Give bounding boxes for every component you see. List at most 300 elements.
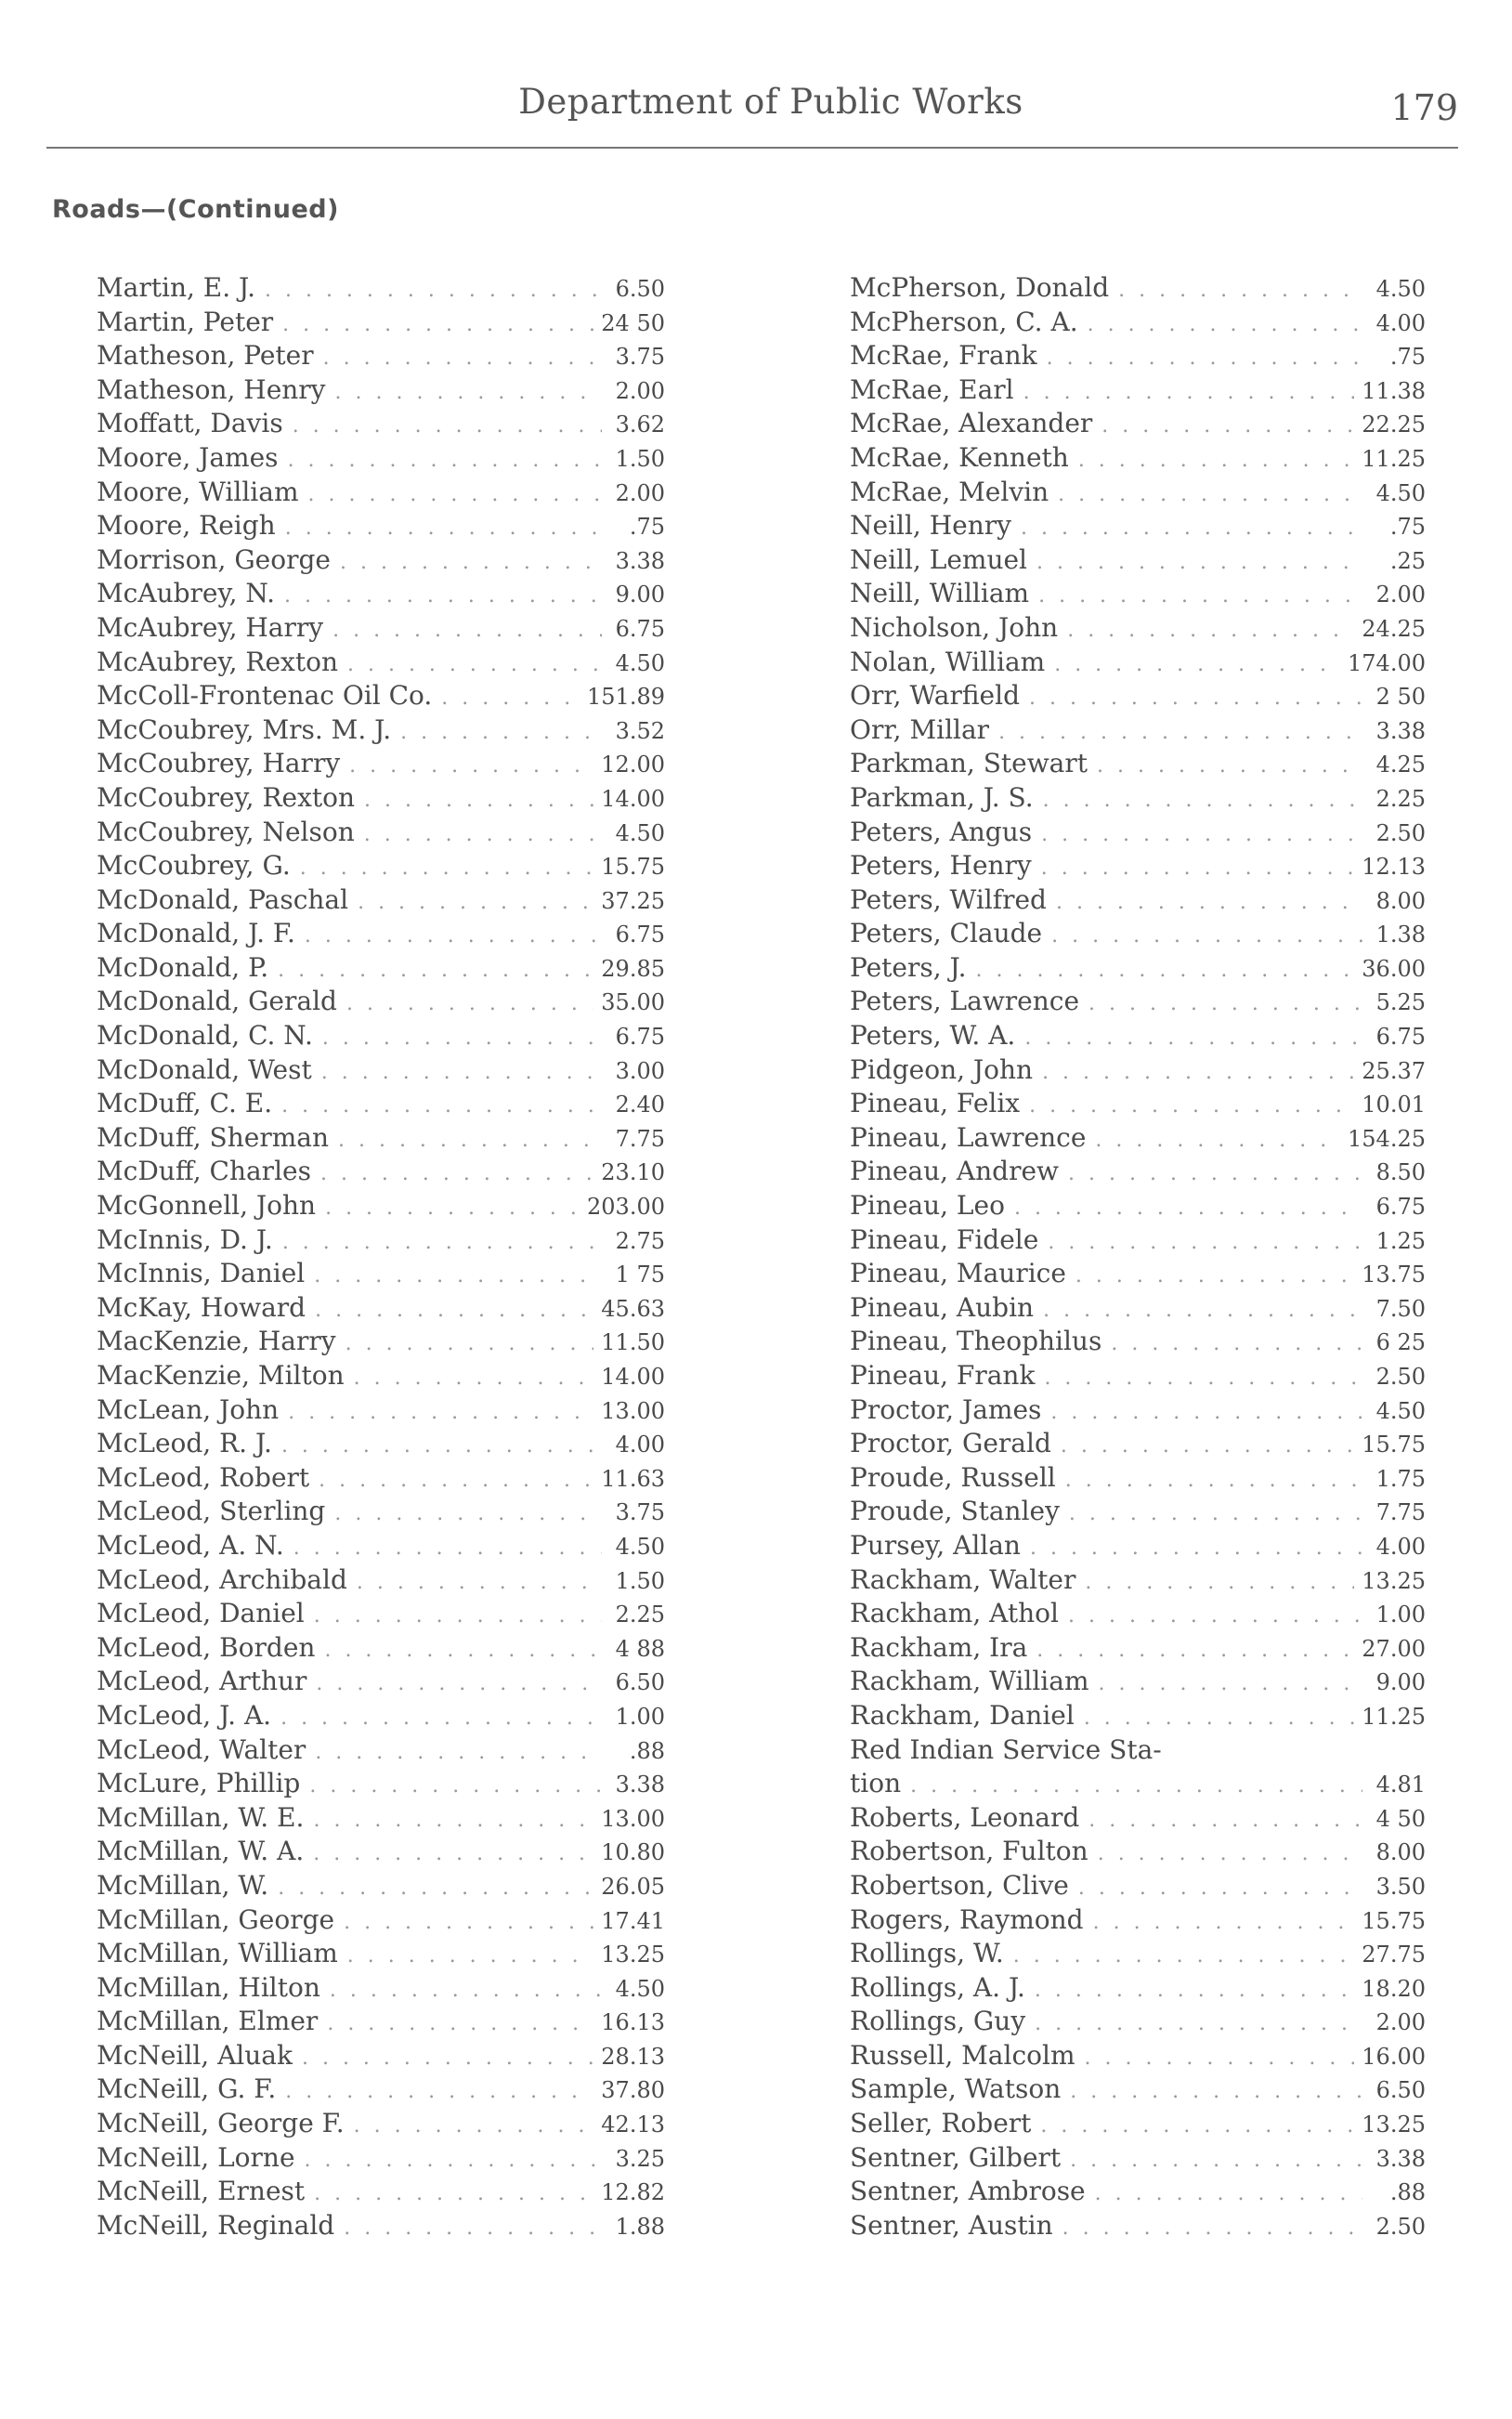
payee-name: Moore, Reigh xyxy=(97,510,276,542)
payee-name: McLeod, J. A. xyxy=(97,1699,272,1731)
amount: 3.75 xyxy=(615,1499,665,1526)
list-item xyxy=(97,543,665,578)
list-item xyxy=(97,1087,665,1121)
list-item xyxy=(850,1529,1426,1563)
amount: 2.25 xyxy=(1375,785,1426,812)
amount: 15.75 xyxy=(1362,1432,1426,1458)
payee-name: McDuff, Charles xyxy=(97,1156,311,1187)
list-item xyxy=(97,1937,665,1971)
leader-dots xyxy=(281,1430,602,1464)
amount: 15.75 xyxy=(1362,1907,1426,1934)
page-number: 179 xyxy=(1390,87,1458,128)
leader-dots xyxy=(1118,274,1362,308)
payee-name: McKay, Howard xyxy=(97,1291,306,1323)
leader-dots xyxy=(1050,1396,1362,1431)
list-item xyxy=(850,577,1426,611)
payee-name: Matheson, Henry xyxy=(97,373,326,405)
amount: 17.41 xyxy=(601,1907,665,1934)
payee-name: Pineau, Fidele xyxy=(850,1223,1039,1255)
payee-name: Pursey, Allan xyxy=(850,1529,1021,1561)
leader-dots xyxy=(347,1940,594,1974)
payee-name: Moore, James xyxy=(97,441,279,473)
list-item xyxy=(850,407,1426,441)
leader-dots xyxy=(1036,546,1362,581)
leader-dots xyxy=(334,1497,602,1532)
leader-dots xyxy=(327,2007,593,2042)
amount: 11.50 xyxy=(601,1329,665,1356)
payee-name: McPherson, C. A. xyxy=(850,306,1078,337)
list-item xyxy=(97,577,665,611)
page-title: Department of Public Works xyxy=(518,82,1023,122)
payee-name: MacKenzie, Milton xyxy=(97,1360,345,1391)
leader-dots xyxy=(308,478,603,513)
leader-dots xyxy=(1069,1497,1362,1532)
leader-dots xyxy=(319,1464,593,1498)
payee-name: McLeod, Walter xyxy=(97,1733,306,1765)
payee-name: Moffatt, Davis xyxy=(97,408,283,439)
list-item xyxy=(850,1801,1426,1836)
list-item xyxy=(850,1733,1426,1768)
amount: 6.75 xyxy=(615,922,665,948)
section-title: Roads—(Continued) xyxy=(52,195,339,224)
leader-dots xyxy=(910,1770,1362,1804)
amount: 4.50 xyxy=(615,649,665,676)
leader-dots xyxy=(1024,1022,1362,1056)
payee-name: Peters, W. A. xyxy=(850,1020,1016,1052)
list-item xyxy=(97,849,665,883)
leader-dots xyxy=(1078,1872,1362,1906)
leader-dots xyxy=(1029,1090,1354,1124)
amount: 11.25 xyxy=(1362,1703,1426,1730)
leader-dots xyxy=(282,1226,602,1261)
list-item xyxy=(850,1631,1426,1666)
payee-name: McMillan, W. E. xyxy=(97,1801,305,1833)
list-item xyxy=(850,441,1426,476)
payee-name: McRae, Alexander xyxy=(850,408,1093,439)
list-item xyxy=(97,2209,665,2243)
leader-dots xyxy=(346,987,593,1022)
leader-dots xyxy=(1070,2075,1362,2110)
leader-dots xyxy=(1035,1974,1354,2008)
payee-name: McAubrey, Rexton xyxy=(97,646,338,677)
list-item xyxy=(97,306,665,340)
amount: 25.37 xyxy=(1362,1057,1426,1084)
amount: 3.38 xyxy=(1375,717,1426,744)
payee-name: Parkman, J. S. xyxy=(850,781,1034,813)
leader-dots xyxy=(282,308,593,343)
amount: 13.25 xyxy=(1362,2112,1426,2138)
list-item xyxy=(97,1971,665,2006)
amount: 4.00 xyxy=(615,1432,665,1458)
list-item xyxy=(850,1495,1426,1529)
amount: 4.00 xyxy=(1375,309,1426,336)
payee-name: Sentner, Austin xyxy=(850,2209,1053,2241)
list-item xyxy=(97,1155,665,1189)
leader-dots xyxy=(316,1667,602,1702)
list-item xyxy=(850,1359,1426,1393)
list-item xyxy=(97,1223,665,1258)
list-item xyxy=(97,1019,665,1053)
payee-name: Red Indian Service Sta- xyxy=(850,1733,1162,1765)
payee-name: Rollings, W. xyxy=(850,1938,1004,1969)
leader-dots xyxy=(354,2110,594,2144)
leader-dots xyxy=(998,716,1362,751)
amount: 3.62 xyxy=(615,412,665,438)
payee-name: Pineau, Leo xyxy=(850,1190,1005,1222)
leader-dots xyxy=(321,1056,602,1091)
amount: 1.50 xyxy=(615,445,665,472)
amount: .75 xyxy=(629,514,665,541)
amount: 8.00 xyxy=(1375,1839,1426,1866)
payee-name: Rackham, Daniel xyxy=(850,1699,1075,1731)
leader-dots xyxy=(1021,512,1362,546)
leader-dots xyxy=(1085,1566,1354,1601)
payee-name: Pineau, Aubin xyxy=(850,1291,1035,1323)
payee-name: McLean, John xyxy=(97,1393,280,1425)
list-item xyxy=(97,339,665,373)
list-item xyxy=(850,917,1426,951)
leader-dots xyxy=(1097,750,1362,784)
leader-dots xyxy=(1093,1906,1355,1941)
amount: 11.38 xyxy=(1362,377,1426,404)
amount: 27.75 xyxy=(1362,1942,1426,1968)
leader-dots xyxy=(1095,2177,1362,2212)
leader-dots xyxy=(364,818,602,853)
page-header xyxy=(84,82,1458,137)
leader-dots xyxy=(315,1736,602,1771)
leader-dots xyxy=(313,1804,593,1838)
list-item xyxy=(850,476,1426,510)
amount: 6.75 xyxy=(1375,1194,1426,1221)
amount: 6.75 xyxy=(615,1024,665,1051)
leader-dots xyxy=(1099,1667,1363,1702)
list-item xyxy=(97,2141,665,2176)
amount: 1.00 xyxy=(615,1703,665,1730)
payee-name: McDonald, Gerald xyxy=(97,986,337,1017)
list-item xyxy=(850,1461,1426,1496)
payee-name: Peters, Henry xyxy=(850,850,1032,882)
list-item xyxy=(97,1699,665,1733)
amount: 13.00 xyxy=(601,1397,665,1424)
leader-dots xyxy=(975,954,1354,988)
list-item xyxy=(850,339,1426,373)
leader-dots xyxy=(1048,1226,1362,1261)
payee-name: McMillan, W. A. xyxy=(97,1836,305,1867)
amount: 10.80 xyxy=(601,1839,665,1866)
leader-dots xyxy=(1058,478,1362,513)
list-item xyxy=(97,476,665,510)
leader-dots xyxy=(1068,1157,1362,1192)
leader-dots xyxy=(1095,1124,1340,1158)
payee-name: Pineau, Andrew xyxy=(850,1156,1060,1187)
payee-name: McDuff, Sherman xyxy=(97,1121,329,1153)
amount: 3.38 xyxy=(615,547,665,574)
list-item xyxy=(850,1325,1426,1359)
leader-dots xyxy=(288,1396,593,1431)
amount: 24.25 xyxy=(1362,615,1426,642)
amount: 37.80 xyxy=(601,2077,665,2104)
payee-name-continuation: tion xyxy=(850,1768,902,1799)
leader-dots xyxy=(320,1157,593,1192)
payee-name: McNeill, Lorne xyxy=(97,2141,295,2173)
amount: 13.25 xyxy=(601,1942,665,1968)
payee-name: McDonald, J. F. xyxy=(97,918,295,949)
amount: 2.40 xyxy=(615,1092,665,1118)
leader-dots xyxy=(280,1702,602,1736)
amount: 2.00 xyxy=(1375,2009,1426,2036)
list-item xyxy=(97,2107,665,2141)
list-item xyxy=(850,2107,1426,2141)
leader-dots xyxy=(288,444,602,478)
payee-name: Rollings, A. J. xyxy=(850,1971,1025,2003)
payee-name: McLeod, Borden xyxy=(97,1631,316,1663)
payee-name: Peters, Claude xyxy=(850,918,1043,949)
amount: 151.89 xyxy=(587,684,665,711)
leader-dots xyxy=(285,2075,593,2110)
list-item xyxy=(97,2175,665,2209)
list-item xyxy=(850,1155,1426,1189)
payee-name: Proctor, James xyxy=(850,1393,1042,1425)
leader-dots xyxy=(293,1532,602,1566)
amount: 1.88 xyxy=(615,2213,665,2240)
leader-dots xyxy=(335,376,602,411)
leader-dots xyxy=(1088,308,1362,343)
payee-name: Proctor, Gerald xyxy=(850,1428,1051,1459)
amount: 6.75 xyxy=(615,615,665,642)
payee-name: McNeill, George F. xyxy=(97,2108,345,2139)
payee-name: Nolan, William xyxy=(850,646,1046,677)
amount: 28.13 xyxy=(601,2043,665,2070)
list-item xyxy=(850,1971,1426,2006)
amount: 42.13 xyxy=(601,2112,665,2138)
payee-name: McCoubrey, Mrs. M. J. xyxy=(97,713,392,745)
amount: 4.25 xyxy=(1375,752,1426,778)
payee-name: McCoubrey, Rexton xyxy=(97,781,356,813)
payee-name: McLeod, A. N. xyxy=(97,1529,284,1561)
payee-name: Sentner, Gilbert xyxy=(850,2141,1062,2173)
leader-dots xyxy=(1061,1430,1354,1464)
payee-name: McDonald, P. xyxy=(97,951,269,983)
amount: .88 xyxy=(629,1737,665,1764)
payee-name: Martin, Peter xyxy=(97,306,274,337)
amount: 6 25 xyxy=(1375,1329,1426,1356)
amount: 9.00 xyxy=(615,582,665,608)
list-item xyxy=(97,1359,665,1393)
leader-dots xyxy=(354,1362,594,1396)
amount: 16.13 xyxy=(601,2009,665,2036)
amount: 12.13 xyxy=(1362,854,1426,881)
payee-name: Pineau, Frank xyxy=(850,1360,1036,1391)
amount: 7.75 xyxy=(615,1125,665,1152)
list-item-continuation xyxy=(850,1767,1426,1801)
payee-name: Pidgeon, John xyxy=(850,1053,1034,1085)
leader-dots xyxy=(1088,987,1362,1022)
payee-name: McLeod, Arthur xyxy=(97,1666,307,1697)
payee-name: McCoubrey, Harry xyxy=(97,748,341,779)
payee-name: Rackham, Athol xyxy=(850,1598,1059,1629)
leader-dots xyxy=(1068,1600,1362,1634)
payee-name: McInnis, D. J. xyxy=(97,1223,273,1255)
leader-dots xyxy=(322,1022,602,1056)
payee-name: Pineau, Lawrence xyxy=(850,1121,1087,1153)
list-item xyxy=(97,1325,665,1359)
list-item xyxy=(850,849,1426,883)
list-item xyxy=(97,407,665,441)
list-item xyxy=(97,2005,665,2039)
list-item xyxy=(850,2005,1426,2039)
list-item xyxy=(97,1835,665,1869)
list-item xyxy=(97,2039,665,2073)
list-item xyxy=(97,713,665,748)
payee-name: McNeill, Aluak xyxy=(97,2039,293,2071)
payee-name: McColl-Frontenac Oil Co. xyxy=(97,680,433,712)
amount: 4.50 xyxy=(615,1533,665,1560)
amount: 3.52 xyxy=(615,717,665,744)
payee-name: Pineau, Maurice xyxy=(850,1258,1066,1289)
list-item xyxy=(97,1053,665,1088)
payee-name: Roberts, Leonard xyxy=(850,1801,1080,1833)
amount: 18.20 xyxy=(1362,1975,1426,2002)
list-item xyxy=(97,2072,665,2107)
payee-name: McRae, Kenneth xyxy=(850,441,1069,473)
leader-dots xyxy=(1023,376,1355,411)
amount: .25 xyxy=(1389,547,1426,574)
amount: 4.50 xyxy=(1375,1397,1426,1424)
payee-name: Proude, Stanley xyxy=(850,1496,1060,1527)
amount: 24 50 xyxy=(601,309,665,336)
leader-dots xyxy=(332,614,602,648)
list-item xyxy=(850,1393,1426,1428)
payee-name: McMillan, George xyxy=(97,1903,335,1935)
leader-dots xyxy=(1030,1532,1362,1566)
list-item xyxy=(850,646,1426,680)
amount: 5.25 xyxy=(1375,989,1426,1016)
amount: 3.25 xyxy=(615,2145,665,2172)
list-item xyxy=(850,543,1426,578)
amount: 4 50 xyxy=(1375,1805,1426,1832)
amount: 37.25 xyxy=(601,887,665,914)
list-item xyxy=(850,1835,1426,1869)
leader-dots xyxy=(302,2042,593,2076)
list-item xyxy=(97,816,665,850)
list-item xyxy=(97,1495,665,1529)
amount: 2.50 xyxy=(1375,819,1426,846)
payee-name: McNeill, Reginald xyxy=(97,2209,335,2241)
list-item xyxy=(97,441,665,476)
leader-dots xyxy=(278,954,593,988)
payee-name: McLure, Phillip xyxy=(97,1768,301,1799)
list-item xyxy=(97,1461,665,1496)
leader-dots xyxy=(441,682,580,716)
payee-name: Proude, Russell xyxy=(850,1461,1056,1493)
list-item xyxy=(97,1393,665,1428)
list-item xyxy=(97,1257,665,1291)
payee-name: Nicholson, John xyxy=(850,611,1059,643)
list-item xyxy=(97,646,665,680)
leader-dots xyxy=(1042,1056,1354,1091)
leader-dots xyxy=(1013,1940,1355,1974)
list-item xyxy=(850,1087,1426,1121)
list-item xyxy=(97,1631,665,1666)
amount: 14.00 xyxy=(601,1364,665,1390)
leader-dots xyxy=(1078,444,1354,478)
amount: 7.50 xyxy=(1375,1295,1426,1322)
leader-dots xyxy=(1044,1362,1362,1396)
amount: 16.00 xyxy=(1362,2043,1426,2070)
payee-name: Peters, Lawrence xyxy=(850,986,1080,1017)
list-item xyxy=(850,1937,1426,1971)
leader-dots xyxy=(278,1872,593,1906)
list-item xyxy=(97,781,665,816)
amount: 1.00 xyxy=(1375,1602,1426,1628)
list-item xyxy=(850,1121,1426,1156)
payee-name: Moore, William xyxy=(97,476,299,507)
leader-dots xyxy=(1098,1837,1362,1872)
leader-dots xyxy=(314,1600,602,1634)
list-item xyxy=(850,1699,1426,1733)
payee-name: McRae, Melvin xyxy=(850,476,1049,507)
leader-dots xyxy=(1041,852,1355,886)
amount: 1.75 xyxy=(1375,1465,1426,1492)
leader-dots xyxy=(265,274,602,308)
amount: 8.50 xyxy=(1375,1159,1426,1186)
list-item xyxy=(97,1121,665,1156)
payee-name: Sentner, Ambrose xyxy=(850,2176,1086,2207)
list-item xyxy=(97,509,665,543)
amount: .75 xyxy=(1389,344,1426,371)
list-item xyxy=(850,1291,1426,1326)
payee-name: McLeod, Robert xyxy=(97,1461,310,1493)
list-item xyxy=(97,1189,665,1223)
leader-dots xyxy=(1051,920,1362,954)
amount: 4.81 xyxy=(1375,1772,1426,1798)
leader-dots xyxy=(305,920,602,954)
list-item xyxy=(850,1257,1426,1291)
payee-name: Robertson, Clive xyxy=(850,1869,1069,1901)
amount: 4.50 xyxy=(1375,479,1426,506)
amount: 2.00 xyxy=(615,479,665,506)
leader-dots xyxy=(285,512,602,546)
amount: 2.00 xyxy=(615,377,665,404)
payee-name: McMillan, W. xyxy=(97,1869,269,1901)
list-item xyxy=(850,883,1426,918)
payee-name: Neill, Henry xyxy=(850,510,1011,542)
leader-dots xyxy=(1111,1327,1362,1362)
amount: .88 xyxy=(1389,2179,1426,2206)
payee-name: Peters, Angus xyxy=(850,816,1033,847)
amount: .75 xyxy=(1389,514,1426,541)
list-item xyxy=(850,1563,1426,1598)
payee-name: Seller, Robert xyxy=(850,2108,1032,2139)
list-item xyxy=(97,951,665,986)
payee-name: McPherson, Donald xyxy=(850,272,1110,303)
amount: 1.38 xyxy=(1375,922,1426,948)
payee-name: McMillan, Elmer xyxy=(97,2006,319,2037)
left-column xyxy=(97,271,665,2242)
payee-name: McLeod, Archibald xyxy=(97,1563,347,1595)
leader-dots xyxy=(1070,2144,1362,2178)
leader-dots xyxy=(1029,682,1362,716)
payee-name: Matheson, Peter xyxy=(97,340,314,372)
payee-name: Orr, Warfield xyxy=(850,680,1020,712)
leader-dots xyxy=(314,1260,602,1294)
leader-dots xyxy=(330,1974,602,2008)
amount: 36.00 xyxy=(1362,955,1426,982)
leader-dots xyxy=(313,1837,593,1872)
list-item xyxy=(850,2039,1426,2073)
payee-name: Martin, E. J. xyxy=(97,272,255,303)
list-item xyxy=(97,1869,665,1903)
